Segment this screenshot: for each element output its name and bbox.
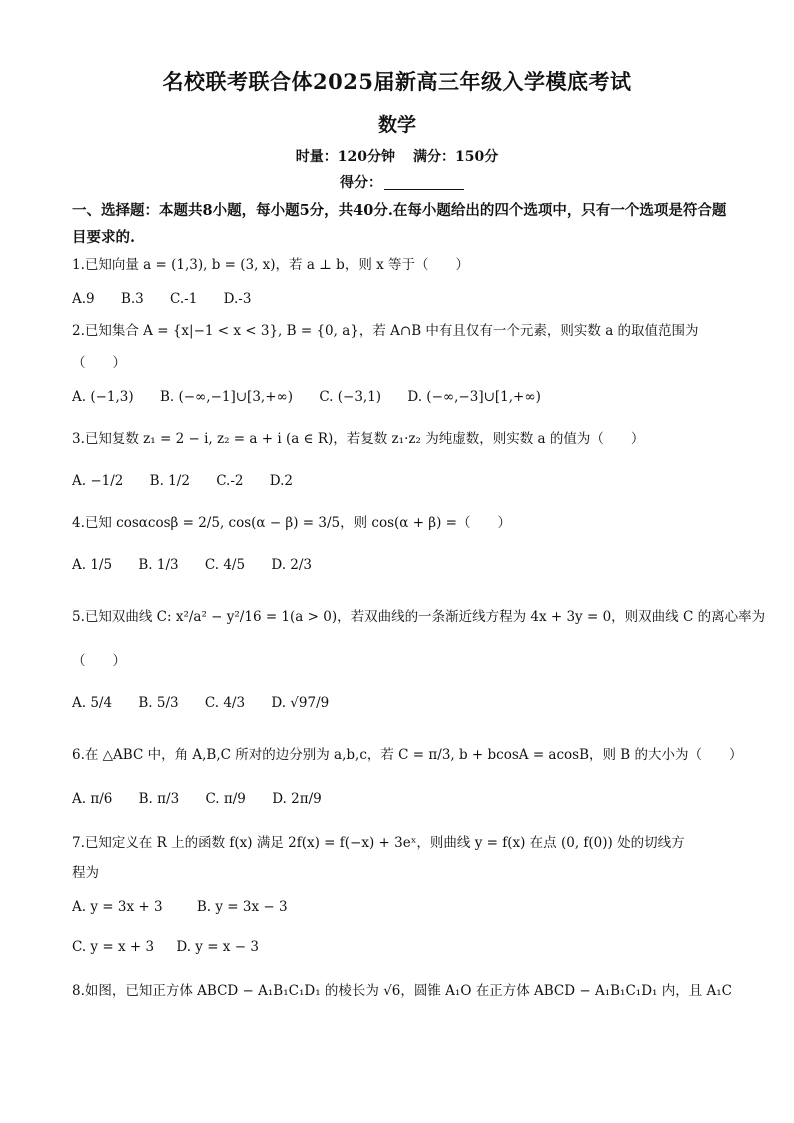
option-b: B. 5/3 xyxy=(138,695,179,711)
question-1-stem: 1.已知向量 a = (1,3), b = (3, x)，若 a ⊥ b，则 x 等于（ ） xyxy=(72,257,470,273)
option-d: D. √97/9 xyxy=(271,695,330,711)
question-5-options xyxy=(72,694,351,712)
question-4-stem: 4.已知 cosαcosβ = 2/5, cos(α − β) = 3/5，则 cos(α + β) =（ ） xyxy=(72,515,511,531)
question-2-options xyxy=(72,388,563,406)
full-score-label: 满分：150分 xyxy=(413,149,499,165)
option-c: C. 4/3 xyxy=(204,695,246,711)
option-d: D. 2π/9 xyxy=(272,791,322,807)
time-label: 时量：120分钟 xyxy=(295,149,395,165)
option-c: C.-1 xyxy=(170,291,198,307)
question-7-stem: 7.已知定义在 R 上的函数 f(x) 满足 2f(x) = f(−x) + 3eˣ，则曲线 y = f(x) 在点 (0, f(0)) 处的切线方 xyxy=(72,835,685,851)
option-a: A. (−1,3) xyxy=(72,389,134,405)
option-a: A. 5/4 xyxy=(72,695,113,711)
option-b: B. y = 3x − 3 xyxy=(196,899,288,915)
question-3-options xyxy=(72,472,315,490)
option-c: C.-2 xyxy=(216,473,244,489)
subject-title: 数学 xyxy=(377,114,416,136)
question-7-options-row2 xyxy=(72,938,281,956)
question-5-stem: 5.已知双曲线 C: x²/a² − y²/16 = 1(a > 0)，若双曲线的一条渐近线方程为 4x + 3y = 0，则双曲线 C 的离心率为 xyxy=(72,609,766,625)
option-c: C. 4/5 xyxy=(204,557,246,573)
option-d: D.2 xyxy=(269,473,294,489)
option-b: B. (−∞,−1]∪[3,+∞) xyxy=(159,389,294,405)
option-a: A.9 xyxy=(72,291,95,307)
question-5-paren: （ ） xyxy=(72,653,126,669)
option-c: C. π/9 xyxy=(205,791,246,807)
option-c: C. (−3,1) xyxy=(319,389,382,405)
question-4-options xyxy=(72,556,334,574)
option-d: D. (−∞,−3]∪[1,+∞) xyxy=(407,389,541,405)
score-blank[interactable] xyxy=(384,175,464,190)
option-a: A. π/6 xyxy=(72,791,113,807)
question-7-options-row1 xyxy=(72,898,310,916)
option-d: D. 2/3 xyxy=(271,557,313,573)
exam-meta xyxy=(0,146,794,166)
question-7-stem-continued: 程为 xyxy=(72,865,99,881)
question-8-stem: 8.如图，已知正方体 ABCD − A₁B₁C₁D₁ 的棱长为 √6，圆锥 A₁O 在正方体 ABCD − A₁B₁C₁D₁ 内，且 A₁C xyxy=(72,983,732,999)
option-a: A. 1/5 xyxy=(72,557,113,573)
option-b: B.3 xyxy=(120,291,144,307)
question-1-options xyxy=(72,290,273,308)
option-a: A. −1/2 xyxy=(72,473,124,489)
option-d: D.-3 xyxy=(223,291,252,307)
option-b: B. π/3 xyxy=(138,791,180,807)
option-c: C. y = x + 3 xyxy=(72,939,155,955)
section-heading: 一、选择题：本题共8小题，每小题5分，共40分.在每小题给出的四个选项中，只有一个选项是符合题目要求的. xyxy=(72,202,727,246)
exam-title: 名校联考联合体2025届新高三年级入学模底考试 xyxy=(162,69,632,94)
option-d: D. y = x − 3 xyxy=(176,939,259,955)
score-field xyxy=(340,172,464,192)
question-6-stem: 6.在 △ABC 中，角 A,B,C 所对的边分别为 a,b,c，若 C = π/3, b + bcosA = acosB，则 B 的大小为（ ） xyxy=(72,747,743,763)
option-b: B. 1/3 xyxy=(138,557,179,573)
question-6-options xyxy=(72,790,344,808)
question-3-stem: 3.已知复数 z₁ = 2 − i, z₂ = a + i (a ∈ R)，若复数 z₁·z₂ 为纯虚数，则实数 a 的值为（ ） xyxy=(72,431,645,447)
option-a: A. y = 3x + 3 xyxy=(72,899,163,915)
score-label: 得分： xyxy=(340,175,382,191)
option-b: B. 1/2 xyxy=(149,473,190,489)
question-2-paren: （ ） xyxy=(72,355,126,371)
question-2-stem: 2.已知集合 A = {x|−1 < x < 3}, B = {0, a}，若 A∩B 中有且仅有一个元素，则实数 a 的取值范围为 xyxy=(72,323,699,339)
